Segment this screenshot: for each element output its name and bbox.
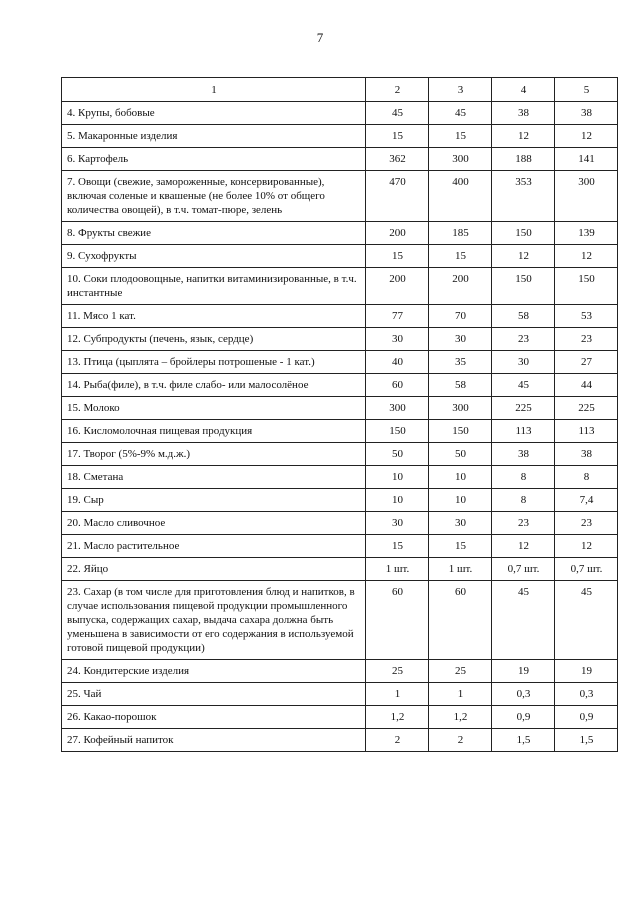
norm-value-cell: 0,7 шт. — [555, 558, 618, 581]
column-header: 5 — [555, 78, 618, 102]
norm-value-cell: 38 — [555, 443, 618, 466]
product-name-cell: 21. Масло растительное — [62, 535, 366, 558]
norm-value-cell: 38 — [492, 443, 555, 466]
table-row — [62, 660, 618, 683]
norm-value-cell: 45 — [492, 581, 555, 660]
norm-value-cell: 60 — [366, 374, 429, 397]
norm-value-cell: 15 — [429, 535, 492, 558]
table-row — [62, 489, 618, 512]
norm-value-cell: 30 — [429, 328, 492, 351]
norm-value-cell: 19 — [555, 660, 618, 683]
product-name-cell: 14. Рыба(филе), в т.ч. филе слабо- или малосолёное — [62, 374, 366, 397]
norm-value-cell: 362 — [366, 148, 429, 171]
norm-value-cell: 23 — [555, 328, 618, 351]
norm-value-cell: 139 — [555, 222, 618, 245]
norm-value-cell: 300 — [429, 397, 492, 420]
norm-value-cell: 60 — [429, 581, 492, 660]
table-body — [62, 102, 618, 752]
norm-value-cell: 470 — [366, 171, 429, 222]
norm-value-cell: 113 — [492, 420, 555, 443]
table-row — [62, 268, 618, 305]
norm-value-cell: 200 — [366, 268, 429, 305]
product-name-cell: 13. Птица (цыплята – бройлеры потрошеные - 1 кат.) — [62, 351, 366, 374]
norm-value-cell: 150 — [492, 222, 555, 245]
norm-value-cell: 30 — [366, 512, 429, 535]
table-row — [62, 245, 618, 268]
product-name-cell: 10. Соки плодоовощные, напитки витаминизированные, в т.ч. инстантные — [62, 268, 366, 305]
norm-value-cell: 1,2 — [429, 706, 492, 729]
norm-value-cell: 225 — [555, 397, 618, 420]
norm-value-cell: 1 шт. — [366, 558, 429, 581]
norm-value-cell: 1 — [429, 683, 492, 706]
norm-value-cell: 200 — [429, 268, 492, 305]
norm-value-cell: 27 — [555, 351, 618, 374]
norm-value-cell: 15 — [366, 125, 429, 148]
norm-value-cell: 30 — [429, 512, 492, 535]
norm-value-cell: 2 — [429, 729, 492, 752]
product-name-cell: 27. Кофейный напиток — [62, 729, 366, 752]
norm-value-cell: 8 — [492, 466, 555, 489]
norm-value-cell: 353 — [492, 171, 555, 222]
table-row — [62, 729, 618, 752]
norm-value-cell: 15 — [429, 245, 492, 268]
table-row — [62, 466, 618, 489]
product-name-cell: 9. Сухофрукты — [62, 245, 366, 268]
table-row — [62, 102, 618, 125]
norm-value-cell: 2 — [366, 729, 429, 752]
norm-value-cell: 45 — [492, 374, 555, 397]
column-header: 2 — [366, 78, 429, 102]
table-row — [62, 148, 618, 171]
norm-value-cell: 8 — [492, 489, 555, 512]
table-row — [62, 535, 618, 558]
table-row — [62, 581, 618, 660]
norm-value-cell: 1,5 — [555, 729, 618, 752]
norm-value-cell: 12 — [492, 245, 555, 268]
norm-value-cell: 150 — [366, 420, 429, 443]
norm-value-cell: 44 — [555, 374, 618, 397]
column-header: 4 — [492, 78, 555, 102]
norm-value-cell: 0,3 — [492, 683, 555, 706]
norm-value-cell: 12 — [492, 125, 555, 148]
norm-value-cell: 10 — [429, 489, 492, 512]
norm-value-cell: 19 — [492, 660, 555, 683]
table-row — [62, 512, 618, 535]
norm-value-cell: 12 — [555, 125, 618, 148]
norm-value-cell: 38 — [492, 102, 555, 125]
norm-value-cell: 15 — [366, 245, 429, 268]
norm-value-cell: 150 — [429, 420, 492, 443]
table-row — [62, 706, 618, 729]
norm-value-cell: 58 — [492, 305, 555, 328]
norm-value-cell: 12 — [492, 535, 555, 558]
norm-value-cell: 38 — [555, 102, 618, 125]
table-row — [62, 125, 618, 148]
norm-value-cell: 30 — [366, 328, 429, 351]
norm-value-cell: 12 — [555, 245, 618, 268]
norm-value-cell: 113 — [555, 420, 618, 443]
norm-value-cell: 23 — [492, 328, 555, 351]
norm-value-cell: 10 — [366, 489, 429, 512]
product-name-cell: 25. Чай — [62, 683, 366, 706]
norm-value-cell: 50 — [429, 443, 492, 466]
norm-value-cell: 77 — [366, 305, 429, 328]
norm-value-cell: 1 шт. — [429, 558, 492, 581]
product-name-cell: 17. Творог (5%-9% м.д.ж.) — [62, 443, 366, 466]
norm-value-cell: 58 — [429, 374, 492, 397]
table-row — [62, 683, 618, 706]
norm-value-cell: 15 — [429, 125, 492, 148]
product-name-cell: 22. Яйцо — [62, 558, 366, 581]
norm-value-cell: 8 — [555, 466, 618, 489]
norm-value-cell: 200 — [366, 222, 429, 245]
norm-value-cell: 300 — [555, 171, 618, 222]
norm-value-cell: 45 — [366, 102, 429, 125]
table-row — [62, 328, 618, 351]
norm-value-cell: 300 — [366, 397, 429, 420]
product-name-cell: 18. Сметана — [62, 466, 366, 489]
product-name-cell: 24. Кондитерские изделия — [62, 660, 366, 683]
norm-value-cell: 23 — [492, 512, 555, 535]
norm-value-cell: 0,7 шт. — [492, 558, 555, 581]
norm-value-cell: 400 — [429, 171, 492, 222]
product-name-cell: 5. Макаронные изделия — [62, 125, 366, 148]
product-name-cell: 7. Овощи (свежие, замороженные, консервированные), включая соленые и квашеные (не более 10% от общего количества овощей), в т.ч. томат-пюре, зелень — [62, 171, 366, 222]
table-header-row — [62, 78, 618, 102]
norm-value-cell: 0,9 — [555, 706, 618, 729]
norm-value-cell: 45 — [555, 581, 618, 660]
norm-value-cell: 1,5 — [492, 729, 555, 752]
norm-value-cell: 45 — [429, 102, 492, 125]
product-name-cell: 6. Картофель — [62, 148, 366, 171]
table-row — [62, 222, 618, 245]
norm-value-cell: 0,3 — [555, 683, 618, 706]
product-name-cell: 8. Фрукты свежие — [62, 222, 366, 245]
norm-value-cell: 23 — [555, 512, 618, 535]
norm-value-cell: 70 — [429, 305, 492, 328]
norm-value-cell: 15 — [366, 535, 429, 558]
norm-value-cell: 225 — [492, 397, 555, 420]
table-row — [62, 420, 618, 443]
product-name-cell: 4. Крупы, бобовые — [62, 102, 366, 125]
norm-value-cell: 35 — [429, 351, 492, 374]
norm-value-cell: 25 — [366, 660, 429, 683]
norm-value-cell: 50 — [366, 443, 429, 466]
product-name-cell: 26. Какао-порошок — [62, 706, 366, 729]
product-name-cell: 23. Сахар (в том числе для приготовления блюд и напитков, в случае использования пищевой продукции промышленного выпуска, содержащих сахар, выдача сахара должна быть уменьшена в зависимости от его содержания в используемой готовой пищевой продукции) — [62, 581, 366, 660]
norm-value-cell: 12 — [555, 535, 618, 558]
norm-value-cell: 300 — [429, 148, 492, 171]
product-name-cell: 19. Сыр — [62, 489, 366, 512]
norm-value-cell: 53 — [555, 305, 618, 328]
norm-value-cell: 40 — [366, 351, 429, 374]
product-name-cell: 11. Мясо 1 кат. — [62, 305, 366, 328]
column-header: 3 — [429, 78, 492, 102]
norm-value-cell: 7,4 — [555, 489, 618, 512]
norm-value-cell: 25 — [429, 660, 492, 683]
table-row — [62, 443, 618, 466]
table-row — [62, 171, 618, 222]
norm-value-cell: 60 — [366, 581, 429, 660]
norm-value-cell: 30 — [492, 351, 555, 374]
norm-value-cell: 10 — [429, 466, 492, 489]
table-row — [62, 558, 618, 581]
norm-value-cell: 141 — [555, 148, 618, 171]
product-name-cell: 15. Молоко — [62, 397, 366, 420]
product-name-cell: 16. Кисломолочная пищевая продукция — [62, 420, 366, 443]
norm-value-cell: 1 — [366, 683, 429, 706]
norm-value-cell: 0,9 — [492, 706, 555, 729]
table-row — [62, 305, 618, 328]
table-row — [62, 351, 618, 374]
norm-value-cell: 150 — [555, 268, 618, 305]
column-header: 1 — [62, 78, 366, 102]
table-row — [62, 374, 618, 397]
norm-value-cell: 10 — [366, 466, 429, 489]
page-number: 7 — [316, 30, 324, 45]
norm-value-cell: 1,2 — [366, 706, 429, 729]
food-norms-table — [61, 77, 618, 752]
norm-value-cell: 188 — [492, 148, 555, 171]
norm-value-cell: 185 — [429, 222, 492, 245]
product-name-cell: 20. Масло сливочное — [62, 512, 366, 535]
table-row — [62, 397, 618, 420]
product-name-cell: 12. Субпродукты (печень, язык, сердце) — [62, 328, 366, 351]
norm-value-cell: 150 — [492, 268, 555, 305]
